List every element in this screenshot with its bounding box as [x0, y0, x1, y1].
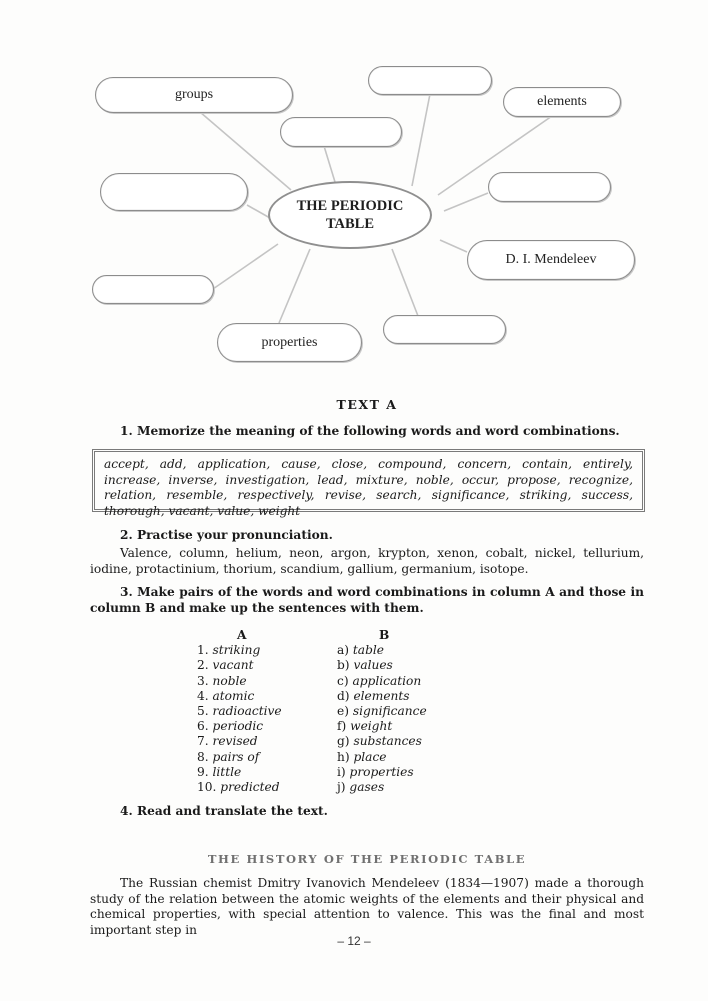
- column-a-item: 5. radioactive: [197, 704, 282, 719]
- mindmap-node-empty-lower-left[interactable]: [92, 275, 214, 304]
- history-paragraph: The Russian chemist Dmitry Ivanovich Mendeleev (1834—1907) made a thorough study of the relation between the atomic weights of the elements and their physical and chemical properties, with special attention to valence. This was the final and most important step in: [90, 876, 644, 937]
- column-b-item: c) application: [337, 673, 422, 688]
- column-b-item: a) table: [337, 643, 384, 658]
- vocabulary-words: accept, add, application, cause, close, compound, concern, contain, entirely, increase, inverse, investigation, lead, mixture, noble, occur, propose, recognize, relation, resemble, respectively, revise, search, significance, striking, success, thorough, vacant, value, weight: [104, 457, 633, 518]
- center-title-line1: THE PERIODIC: [296, 198, 404, 214]
- column-b-item: g) substances: [337, 734, 422, 749]
- task4-title: 4. Read and translate the text.: [120, 804, 328, 818]
- column-b-item: e) significance: [337, 704, 427, 719]
- mind-map-diagram: [0, 0, 708, 380]
- mindmap-node-empty-bottom-right[interactable]: [383, 315, 506, 344]
- section-title: THE HISTORY OF THE PERIODIC TABLE: [207, 852, 527, 866]
- vocabulary-box: [92, 449, 645, 518]
- mindmap-node-elements: [503, 87, 621, 117]
- mindmap-node-empty-upper-middle[interactable]: [280, 117, 402, 147]
- column-a-item: 4. atomic: [197, 688, 255, 703]
- column-b-header: B: [379, 628, 390, 642]
- column-b-item: h) place: [337, 749, 387, 764]
- column-a-item: 6. periodic: [197, 719, 264, 734]
- column-a-item: 9. little: [197, 764, 242, 779]
- column-a-item: 3. noble: [197, 673, 247, 688]
- node-label: elements: [537, 94, 587, 109]
- node-label: D. I. Mendeleev: [505, 252, 597, 267]
- column-a-item: 8. pairs of: [197, 749, 260, 764]
- node-label: properties: [261, 334, 318, 350]
- column-b-item: j) gases: [337, 780, 385, 795]
- mindmap-node-groups: [95, 77, 293, 113]
- task2-title: 2. Practise your pronunciation.: [120, 528, 333, 542]
- column-b-item: b) values: [337, 658, 393, 673]
- column-a-header: A: [237, 628, 247, 642]
- mindmap-node-mendeleev: [467, 240, 635, 280]
- pronunciation-words: Valence, column, helium, neon, argon, krypton, xenon, cobalt, nickel, tellurium, iodine, protactinium, thorium, scandium, gallium, germanium, isotope.: [90, 546, 644, 576]
- column-a-item: 1. striking: [197, 643, 261, 658]
- column-b-item: i) properties: [337, 764, 414, 779]
- column-a-item: 7. revised: [197, 734, 258, 749]
- task3-title: 3. Make pairs of the words and word combinations in column A and those in column B and make up the sentences with them.: [90, 585, 644, 615]
- column-b-item: d) elements: [337, 688, 410, 703]
- mindmap-node-empty-left-middle[interactable]: [100, 173, 248, 211]
- mindmap-node-empty-top-center[interactable]: [368, 66, 492, 95]
- column-a-item: 2. vacant: [197, 658, 254, 673]
- column-b: [337, 628, 497, 795]
- mindmap-center-node: [268, 181, 432, 249]
- column-b-item: f) weight: [337, 719, 393, 734]
- text-a-heading: TEXT A: [336, 397, 398, 412]
- mindmap-node-properties: [217, 323, 362, 362]
- task1-title: 1. Memorize the meaning of the following words and word combinations.: [120, 424, 620, 438]
- page-number: – 12 –: [337, 934, 371, 948]
- column-a-item: 10. predicted: [197, 780, 280, 795]
- mindmap-node-empty-right-middle[interactable]: [488, 172, 611, 202]
- center-title-line2: TABLE: [325, 216, 375, 232]
- column-a: [197, 628, 347, 795]
- node-label: groups: [174, 87, 214, 102]
